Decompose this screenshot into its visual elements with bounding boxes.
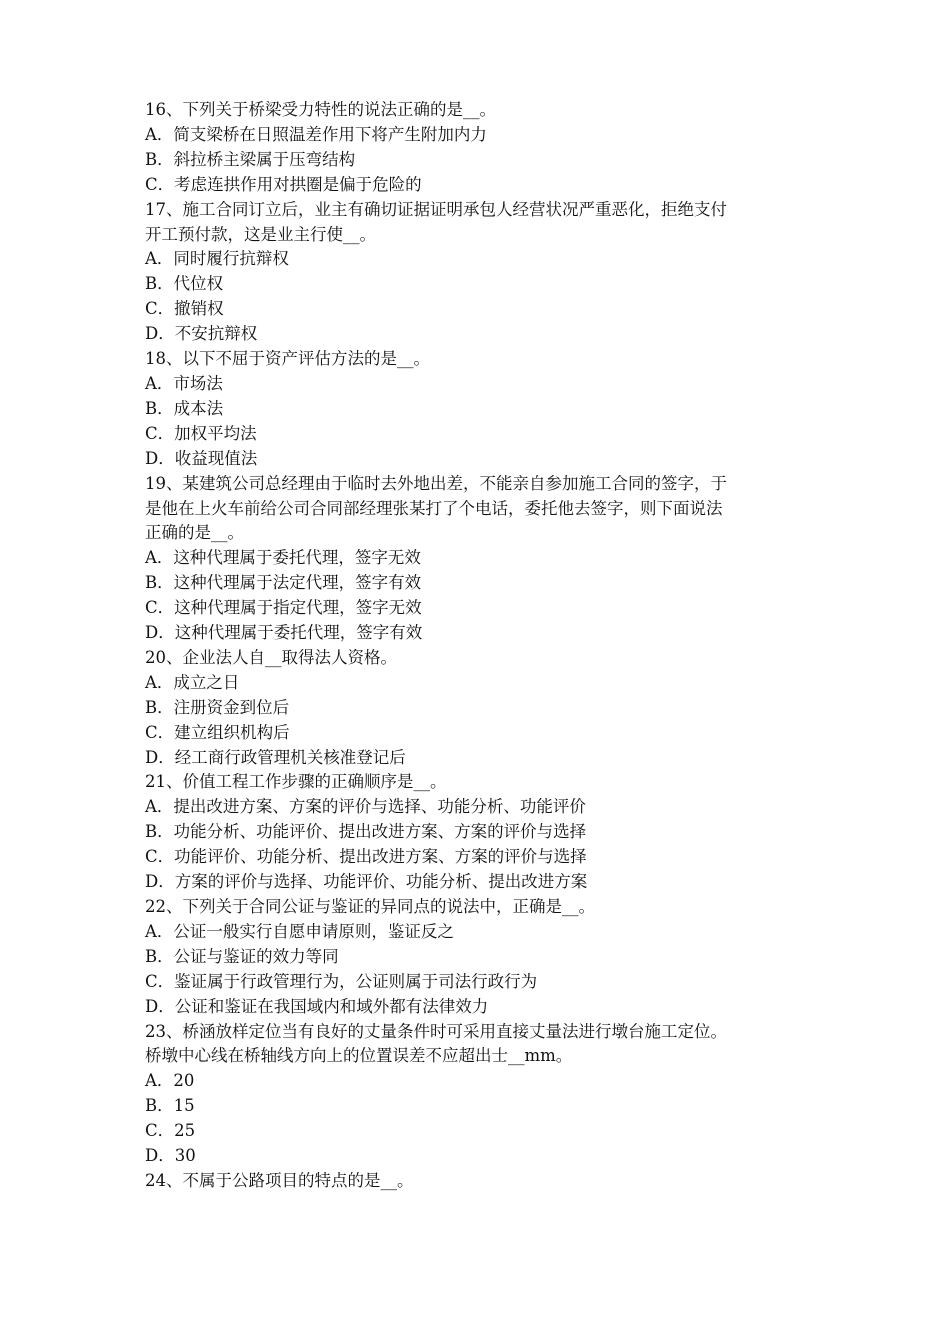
option-d: D．收益现值法 bbox=[145, 448, 258, 468]
question-17 bbox=[145, 198, 815, 347]
question-23 bbox=[145, 1020, 815, 1169]
option-a: A．成立之日 bbox=[145, 672, 240, 692]
question-stem-continued: 是他在上火车前给公司合同部经理张某打了个电话，委托他去签字，则下面说法 bbox=[145, 498, 723, 518]
question-22 bbox=[145, 895, 815, 1020]
option-list bbox=[145, 671, 815, 771]
option-d: D．经工商行政管理机关核准登记后 bbox=[145, 747, 406, 767]
document-page bbox=[145, 98, 815, 1194]
option-d: D．公证和鉴证在我国域内和域外都有法律效力 bbox=[145, 996, 489, 1016]
option-c: C．考虑连拱作用对拱圈是偏于危险的 bbox=[145, 174, 422, 194]
option-list bbox=[145, 1069, 815, 1169]
option-a: A．简支梁桥在日照温差作用下将产生附加内力 bbox=[145, 124, 487, 144]
option-d: D．这种代理属于委托代理，签字有效 bbox=[145, 623, 423, 643]
question-stem-continued: 正确的是__。 bbox=[145, 523, 244, 543]
option-b: B．功能分析、功能评价、提出改进方案、方案的评价与选择 bbox=[145, 822, 587, 842]
option-list bbox=[145, 247, 815, 347]
option-c: C．建立组织机构后 bbox=[145, 722, 290, 742]
option-a: A．提出改进方案、方案的评价与选择、功能分析、功能评价 bbox=[145, 797, 586, 817]
option-list bbox=[145, 920, 815, 1020]
question-stem-continued: 开工预付款，这是业主行使__。 bbox=[145, 224, 376, 244]
option-c: C．功能评价、功能分析、提出改进方案、方案的评价与选择 bbox=[145, 847, 587, 867]
question-stem: 20、企业法人自__取得法人资格。 bbox=[145, 647, 397, 667]
option-a: A．这种代理属于委托代理，签字无效 bbox=[145, 548, 421, 568]
option-list bbox=[145, 123, 815, 198]
option-d: D．30 bbox=[145, 1146, 196, 1166]
option-b: B．公证与鉴证的效力等同 bbox=[145, 946, 339, 966]
question-16 bbox=[145, 98, 815, 198]
option-c: C．这种代理属于指定代理，签字无效 bbox=[145, 598, 422, 618]
option-c: C．25 bbox=[145, 1121, 196, 1141]
option-c: C．加权平均法 bbox=[145, 423, 257, 443]
option-b: B．代位权 bbox=[145, 274, 224, 294]
question-stem-continued: 桥墩中心线在桥轴线方向上的位置误差不应超出士__mm。 bbox=[145, 1046, 573, 1066]
option-list bbox=[145, 546, 815, 646]
option-a: A．20 bbox=[145, 1071, 195, 1091]
option-c: C．撤销权 bbox=[145, 299, 224, 319]
option-c: C．鉴证属于行政管理行为，公证则属于司法行政行为 bbox=[145, 971, 538, 991]
question-18 bbox=[145, 347, 815, 472]
option-list bbox=[145, 372, 815, 472]
option-d: D．不安抗辩权 bbox=[145, 324, 258, 344]
question-20 bbox=[145, 646, 815, 771]
question-24 bbox=[145, 1169, 815, 1194]
option-b: B．成本法 bbox=[145, 398, 224, 418]
question-19 bbox=[145, 472, 815, 646]
question-stem: 23、桥涵放样定位当有良好的丈量条件时可采用直接丈量法进行墩台施工定位。 bbox=[145, 1021, 727, 1041]
question-stem: 22、下列关于合同公证与鉴证的异同点的说法中，正确是__。 bbox=[145, 897, 595, 916]
option-a: A．公证一般实行自愿申请原则，鉴证反之 bbox=[145, 921, 454, 941]
option-b: B．这种代理属于法定代理，签字有效 bbox=[145, 573, 422, 593]
option-a: A．市场法 bbox=[145, 373, 223, 393]
question-stem: 17、施工合同订立后，业主有确切证据证明承包人经营状况严重恶化，拒绝支付 bbox=[145, 199, 727, 219]
question-21 bbox=[145, 770, 815, 895]
option-d: D．方案的评价与选择、功能评价、功能分析、提出改进方案 bbox=[145, 872, 588, 892]
question-stem: 18、以下不屈于资产评估方法的是__。 bbox=[145, 349, 430, 369]
question-stem: 16、下列关于桥梁受力特性的说法正确的是__。 bbox=[145, 100, 496, 119]
option-b: B．注册资金到位后 bbox=[145, 697, 290, 717]
option-list bbox=[145, 795, 815, 895]
option-b: B．斜拉桥主梁属于压弯结构 bbox=[145, 149, 356, 169]
option-a: A．同时履行抗辩权 bbox=[145, 249, 289, 269]
question-stem: 24、不属于公路项目的特点的是__。 bbox=[145, 1170, 414, 1190]
option-b: B．15 bbox=[145, 1096, 195, 1116]
question-stem: 19、某建筑公司总经理由于临时去外地出差，不能亲自参加施工合同的签字，于 bbox=[145, 473, 727, 493]
question-stem: 21、价值工程工作步骤的正确顺序是__。 bbox=[145, 772, 447, 792]
